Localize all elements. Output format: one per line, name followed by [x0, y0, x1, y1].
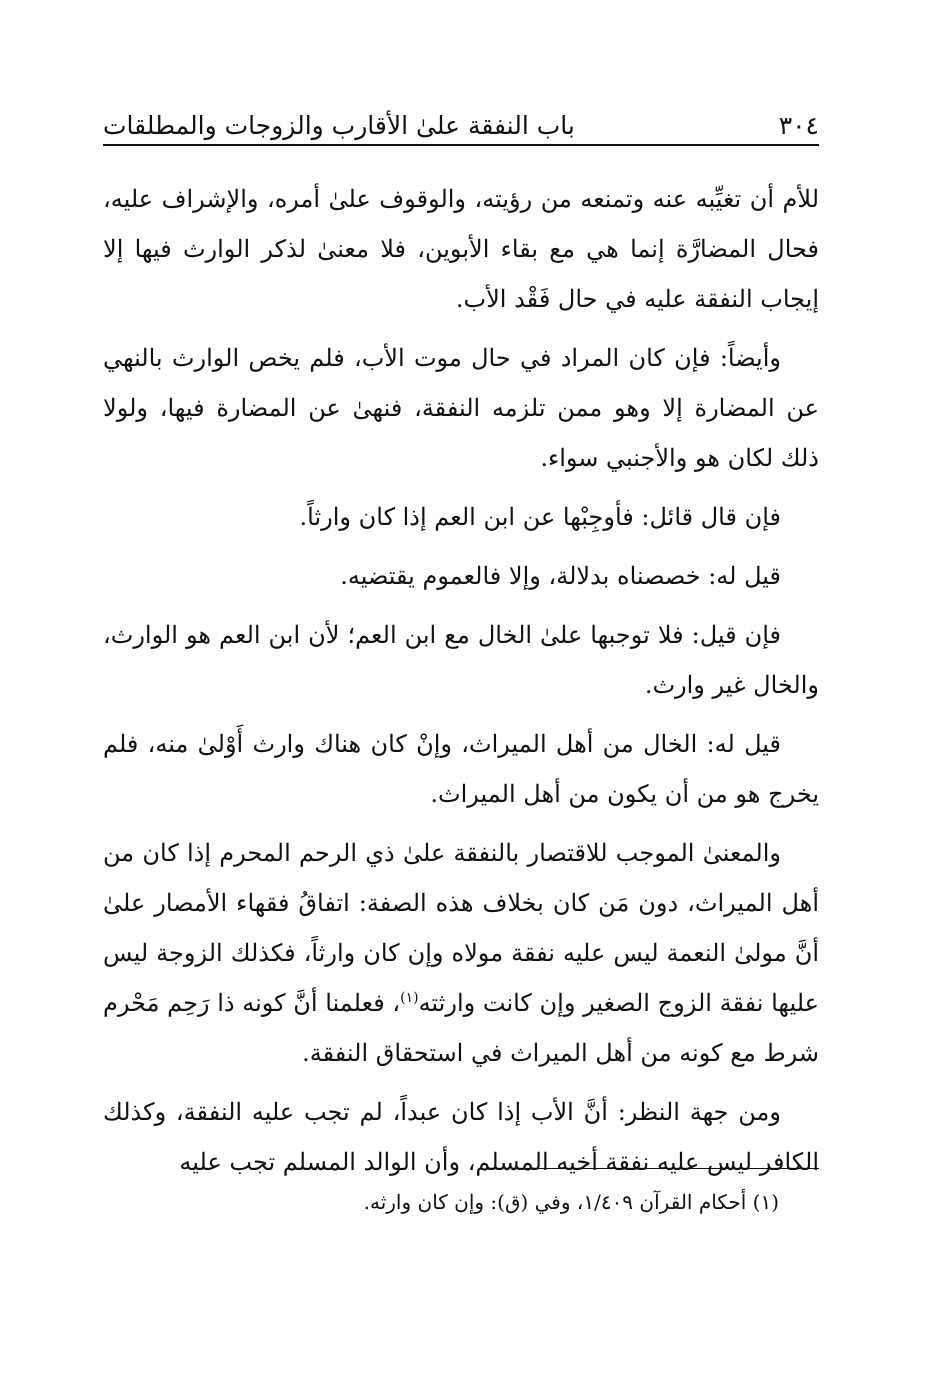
paragraph-6: قيل له: الخال من أهل الميراث، وإنْ كان هناك وارث أَوْلىٰ منه، فلم يخرج هو من أن يكون من أهل الميراث. — [103, 730, 819, 808]
footnote-marker: (١) — [400, 990, 419, 1006]
document-page — [103, 96, 820, 1214]
paragraph-2: وأيضاً: فإن كان المراد في حال موت الأب، فلم يخص الوارث بالنهي عن المضارة إلا وهو ممن تلزمه النفقة، فنهىٰ عن المضارة فيها، ولولا ذلك لكان هو والأجنبي سواء. — [103, 344, 819, 472]
paragraph-3: فإن قال قائل: فأوجِبْها عن ابن العم إذا كان وارثاً. — [299, 503, 781, 531]
paragraph-4: قيل له: خصصناه بدلالة، وإلا فالعموم يقتضيه. — [340, 562, 781, 590]
paragraph-8: ومن جهة النظر: أنَّ الأب إذا كان عبداً، لم تجب عليه النفقة، وكذلك الكافر ليس عليه نفقة أخيه المسلم، وأن الوالد المسلم تجب عليه — [103, 1098, 819, 1176]
paragraph-1: للأم أن تغيِّبه عنه وتمنعه من رؤيته، والوقوف علىٰ أمره، والإشراف عليه، فحال المضارَّة إنما هي مع بقاء الأبوين، فلا معنىٰ لذكر الوارث فيها إلا إيجاب النفقة عليه في حال فَقْد الأب. — [103, 185, 820, 313]
chapter-title: باب النفقة علىٰ الأقارب والزوجات والمطلقات — [103, 111, 575, 140]
page-number: ٣٠٤ — [778, 111, 819, 140]
footnote: (١) أحكام القرآن ١/٤٠٩، وفي (ق): وإن كان وارثه. — [363, 1190, 779, 1214]
running-header — [103, 96, 819, 146]
footnote-separator — [519, 1168, 819, 1169]
main-text — [103, 174, 819, 1187]
paragraph-5: فإن قيل: فلا توجبها علىٰ الخال مع ابن العم؛ لأن ابن العم هو الوارث، والخال غير وارث. — [103, 621, 819, 699]
paragraph-7: والمعنىٰ الموجب للاقتصار بالنفقة علىٰ ذي الرحم المحرم إذا كان من أهل الميراث، دون مَن كان بخلاف هذه الصفة: اتفاقُ فقهاء الأمصار علىٰ أنَّ مولىٰ النعمة ليس عليه نفقة مولاه وإن كان وارثاً، فكذلك الزوجة ليس عليها نفقة الزوج الصغير وإن كانت وارثته$^{(١)}$، فعلمنا أنَّ كونه ذا رَحِم مَحْرم شرط مع كونه من أهل الميراث في استحقاق النفقة. — [103, 839, 819, 1067]
